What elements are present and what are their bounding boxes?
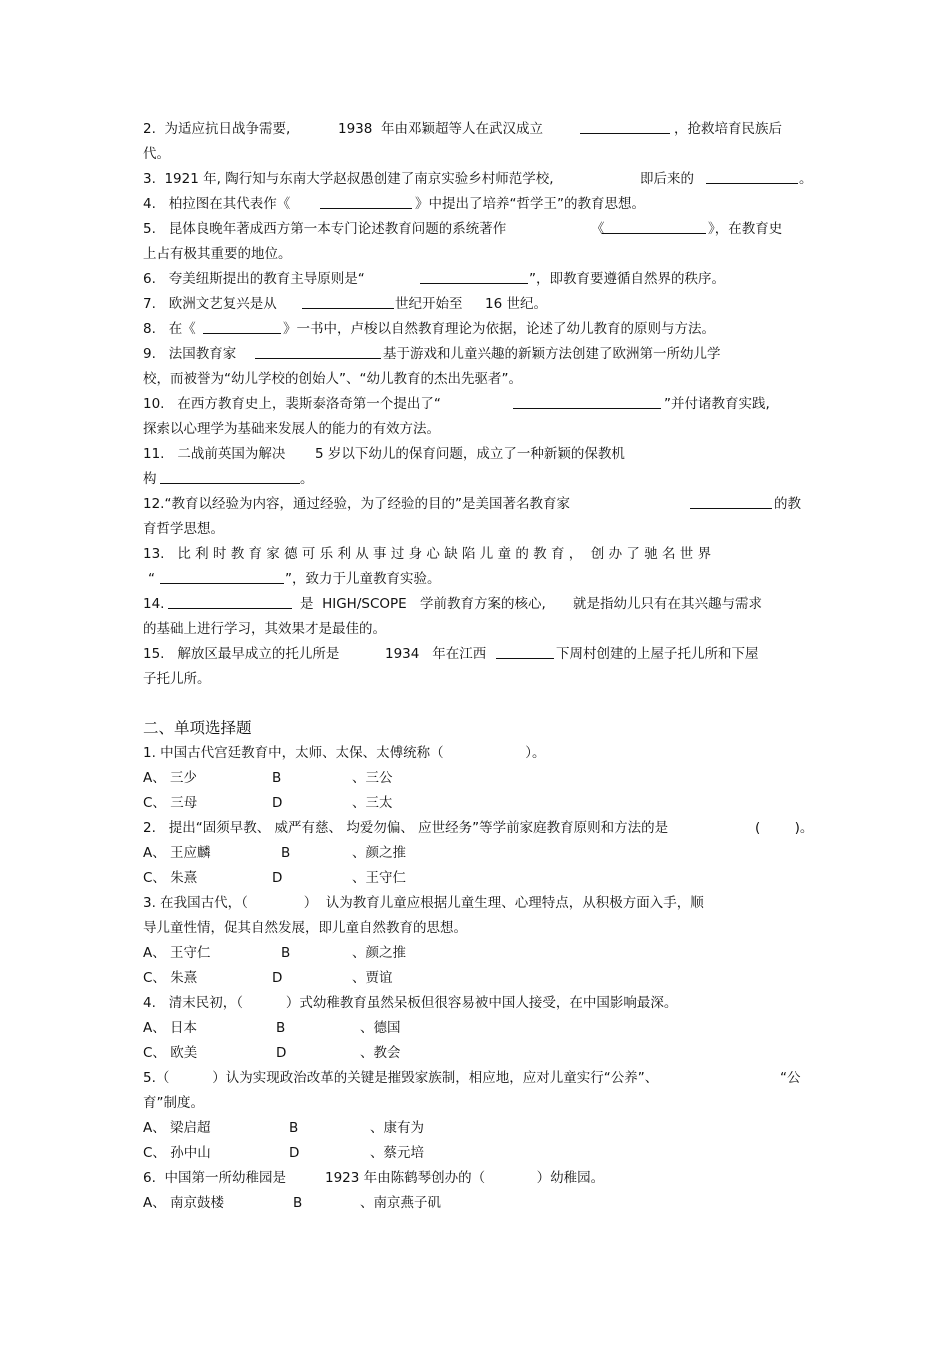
mc-q5-option-d[interactable]: 、蔡元培 bbox=[370, 1145, 424, 1161]
mc-q5-stem: 5.（ ）认为实现政治改革的关键是摧毁家族制，相应地，应对儿童实行“公养”、 bbox=[143, 1070, 659, 1086]
q8-text-b: 》一书中，卢梭以自然教育理论为依据，论述了幼儿教育的原则与方法。 bbox=[283, 321, 715, 337]
mc-q2-option-b[interactable]: 、颜之推 bbox=[352, 845, 406, 861]
mc-q1-option-a[interactable]: A、 三少 bbox=[143, 770, 198, 786]
q2-text-d: 代。 bbox=[143, 146, 170, 162]
q15-answer-blank[interactable] bbox=[496, 645, 554, 664]
q5-text-c: 》，在教育史 bbox=[708, 221, 783, 237]
q14-text-c: 学前教育方案的核心, bbox=[420, 596, 546, 612]
q9-text-a: 9. 法国教育家 bbox=[143, 346, 237, 362]
mc-q2-stem: 2. 提出“固须早教、 威严有慈、 均爱勿偏、 应世经务”等学前家庭教育原则和方法的是 bbox=[143, 820, 669, 836]
q4-text-a: 4. 柏拉图在其代表作《 bbox=[143, 196, 291, 212]
q12-text-a: 12.“教育以经验为内容，通过经验，为了经验的目的”是美国著名教育家 bbox=[143, 496, 570, 512]
mc-q4-stem: 4. 清末民初，（ ）式幼稚教育虽然呆板但很容易被中国人接受，在中国影响最深。 bbox=[143, 995, 678, 1011]
mc-q3-option-b[interactable]: 、颜之推 bbox=[352, 945, 406, 961]
q9-text-b: 基于游戏和儿童兴趣的新颖方法创建了欧洲第一所幼儿学 bbox=[383, 346, 721, 362]
mc-q4-option-a[interactable]: A、 日本 bbox=[143, 1020, 198, 1036]
mc-q2-option-b-letter[interactable]: B bbox=[281, 845, 291, 861]
mc-q5-option-b[interactable]: 、康有为 bbox=[370, 1120, 424, 1136]
q15-text-a: 15. 解放区最早成立的托儿所是 bbox=[143, 646, 340, 662]
q15-text-d: 子托儿所。 bbox=[143, 671, 211, 687]
q12-text-c: 育哲学思想。 bbox=[143, 521, 224, 537]
q2-answer-blank[interactable] bbox=[580, 120, 670, 139]
q6-text-b: ”，即教育要遵循自然界的秩序。 bbox=[529, 271, 725, 287]
mc-q4-option-d[interactable]: 、教会 bbox=[360, 1045, 401, 1061]
q12-text-b: 的教 bbox=[774, 496, 801, 512]
mc-q2-stem-tail: ( )。 bbox=[755, 820, 814, 836]
q10-text-b: ”并付诸教育实践, bbox=[664, 396, 770, 412]
q11-text-d: 。 bbox=[300, 471, 314, 487]
q13-text-c: ”，致力于儿童教育实验。 bbox=[285, 571, 441, 587]
q2-text-c: ，抢救培育民族后 bbox=[674, 121, 782, 137]
mc-q6-option-b[interactable]: 、南京燕子矶 bbox=[360, 1195, 441, 1211]
q15-text-c: 下周村创建的上屋子托儿所和下屋 bbox=[556, 646, 759, 662]
q14-text-d: 就是指幼儿只有在其兴趣与需求 bbox=[573, 596, 762, 612]
q12-answer-blank[interactable] bbox=[690, 495, 772, 514]
mc-q1-option-b-letter[interactable]: B bbox=[272, 770, 282, 786]
q3-text-a: 3. 1921 年, 陶行知与东南大学赵叔愚创建了南京实验乡村师范学校, bbox=[143, 171, 554, 187]
q7-answer-blank[interactable] bbox=[302, 295, 394, 314]
mc-q2-option-a[interactable]: A、 王应麟 bbox=[143, 845, 211, 861]
mc-q1-option-b[interactable]: 、三公 bbox=[352, 770, 393, 786]
mc-q6-option-a[interactable]: A、 南京鼓楼 bbox=[143, 1195, 225, 1211]
mc-q5-stem-tail: “公 bbox=[780, 1070, 801, 1086]
mc-q3-option-b-letter[interactable]: B bbox=[281, 945, 291, 961]
mc-q4-option-c[interactable]: C、 欧美 bbox=[143, 1045, 198, 1061]
mc-q2-option-d-letter[interactable]: D bbox=[272, 870, 283, 886]
q14-text-e: 的基础上进行学习，其效果才是最佳的。 bbox=[143, 621, 386, 637]
mc-q4-option-d-letter[interactable]: D bbox=[276, 1045, 287, 1061]
mc-q2-option-d[interactable]: 、王守仁 bbox=[352, 870, 406, 886]
mc-q6-stem-mid: 1923 年由陈鹤琴创办的（ ）幼稚园。 bbox=[325, 1170, 605, 1186]
q10-text-c: 探索以心理学为基础来发展人的能力的有效方法。 bbox=[143, 421, 440, 437]
q3-answer-blank[interactable] bbox=[706, 170, 798, 189]
q5-text-a: 5. 昆体良晚年著成西方第一本专门论述教育问题的系统著作 bbox=[143, 221, 507, 237]
q9-text-c: 校，而被誉为“幼儿学校的创始人”、“幼儿教育的杰出先驱者”。 bbox=[143, 371, 522, 387]
q8-answer-blank[interactable] bbox=[203, 320, 281, 339]
q14-answer-blank[interactable] bbox=[168, 595, 292, 614]
mc-q2-option-c[interactable]: C、 朱熹 bbox=[143, 870, 198, 886]
q3-text-c: 。 bbox=[799, 171, 813, 187]
q7-text-a: 7. 欧洲文艺复兴是从 bbox=[143, 296, 277, 312]
q11-text-b: 5 岁以下幼儿的保育问题，成立了一种新颖的保教机 bbox=[315, 446, 625, 462]
q11-answer-blank[interactable] bbox=[160, 470, 300, 489]
mc-q3-stem-line2: 导儿童性情，促其自然发展，即儿童自然教育的思想。 bbox=[143, 920, 467, 936]
mc-q5-option-a[interactable]: A、 梁启超 bbox=[143, 1120, 211, 1136]
mc-q1-option-d-letter[interactable]: D bbox=[272, 795, 283, 811]
q7-text-b: 世纪开始至 bbox=[395, 296, 463, 312]
q10-text-a: 10. 在西方教育史上，裴斯泰洛奇第一个提出了“ bbox=[143, 396, 441, 412]
q8-text-a: 8. 在《 bbox=[143, 321, 196, 337]
section-heading: 二、单项选择题 bbox=[143, 719, 252, 737]
q3-text-b: 即后来的 bbox=[640, 171, 694, 187]
q6-text-a: 6. 夸美纽斯提出的教育主导原则是“ bbox=[143, 271, 365, 287]
q13-text-a: 13. 比 利 时 教 育 家 德 可 乐 利 从 事 过 身 心 缺 陷 儿 童 的 教 育 ， 创 办 了 驰 名 世 界 bbox=[143, 546, 712, 562]
mc-q4-option-b[interactable]: 、德国 bbox=[360, 1020, 401, 1036]
q13-text-b: “ bbox=[148, 571, 155, 587]
mc-q5-option-b-letter[interactable]: B bbox=[289, 1120, 299, 1136]
mc-q1-option-d[interactable]: 、三太 bbox=[352, 795, 393, 811]
mc-q1-option-c[interactable]: C、 三母 bbox=[143, 795, 198, 811]
q10-answer-blank[interactable] bbox=[513, 395, 661, 414]
mc-q3-stem: 3. 在我国古代，（ ） 认为教育儿童应根据儿童生理、心理特点，从积极方面入手，顺 bbox=[143, 895, 704, 911]
q14-text-a: 14. bbox=[143, 596, 165, 612]
mc-q3-option-d[interactable]: 、贾谊 bbox=[352, 970, 393, 986]
mc-q5-stem-line2: 育”制度。 bbox=[143, 1095, 204, 1111]
q2-text-a: 2. 为适应抗日战争需要, bbox=[143, 121, 291, 137]
q14-text-b: 是 HIGH/SCOPE bbox=[300, 596, 407, 612]
mc-q4-option-b-letter[interactable]: B bbox=[276, 1020, 286, 1036]
mc-q3-option-a[interactable]: A、 王守仁 bbox=[143, 945, 211, 961]
q4-text-b: 》中提出了培养“哲学王”的教育思想。 bbox=[415, 196, 645, 212]
q2-text-b: 1938 年由邓颖超等人在武汉成立 bbox=[338, 121, 543, 137]
mc-q6-stem: 6. 中国第一所幼稚园是 bbox=[143, 1170, 286, 1186]
q6-answer-blank[interactable] bbox=[420, 270, 528, 289]
q5-text-b: 《 bbox=[591, 221, 605, 237]
mc-q1-stem: 1. 中国古代宫廷教育中，太师、太保、太傅统称（ ）。 bbox=[143, 745, 546, 761]
q11-text-c: 构 bbox=[143, 471, 157, 487]
mc-q3-option-d-letter[interactable]: D bbox=[272, 970, 283, 986]
mc-q5-option-d-letter[interactable]: D bbox=[289, 1145, 300, 1161]
q4-answer-blank[interactable] bbox=[320, 195, 412, 214]
mc-q6-option-b-letter[interactable]: B bbox=[293, 1195, 303, 1211]
mc-q5-option-c[interactable]: C、 孙中山 bbox=[143, 1145, 211, 1161]
question-2 bbox=[143, 120, 290, 138]
q5-answer-blank[interactable] bbox=[602, 220, 706, 239]
q9-answer-blank[interactable] bbox=[255, 345, 381, 364]
q11-text-a: 11. 二战前英国为解决 bbox=[143, 446, 286, 462]
q7-text-c: 16 世纪。 bbox=[485, 296, 547, 312]
q5-text-d: 上占有极其重要的地位。 bbox=[143, 246, 292, 262]
mc-q3-option-c[interactable]: C、 朱熹 bbox=[143, 970, 198, 986]
q15-text-b: 1934 年在江西 bbox=[385, 646, 487, 662]
q13-answer-blank[interactable] bbox=[160, 570, 284, 589]
